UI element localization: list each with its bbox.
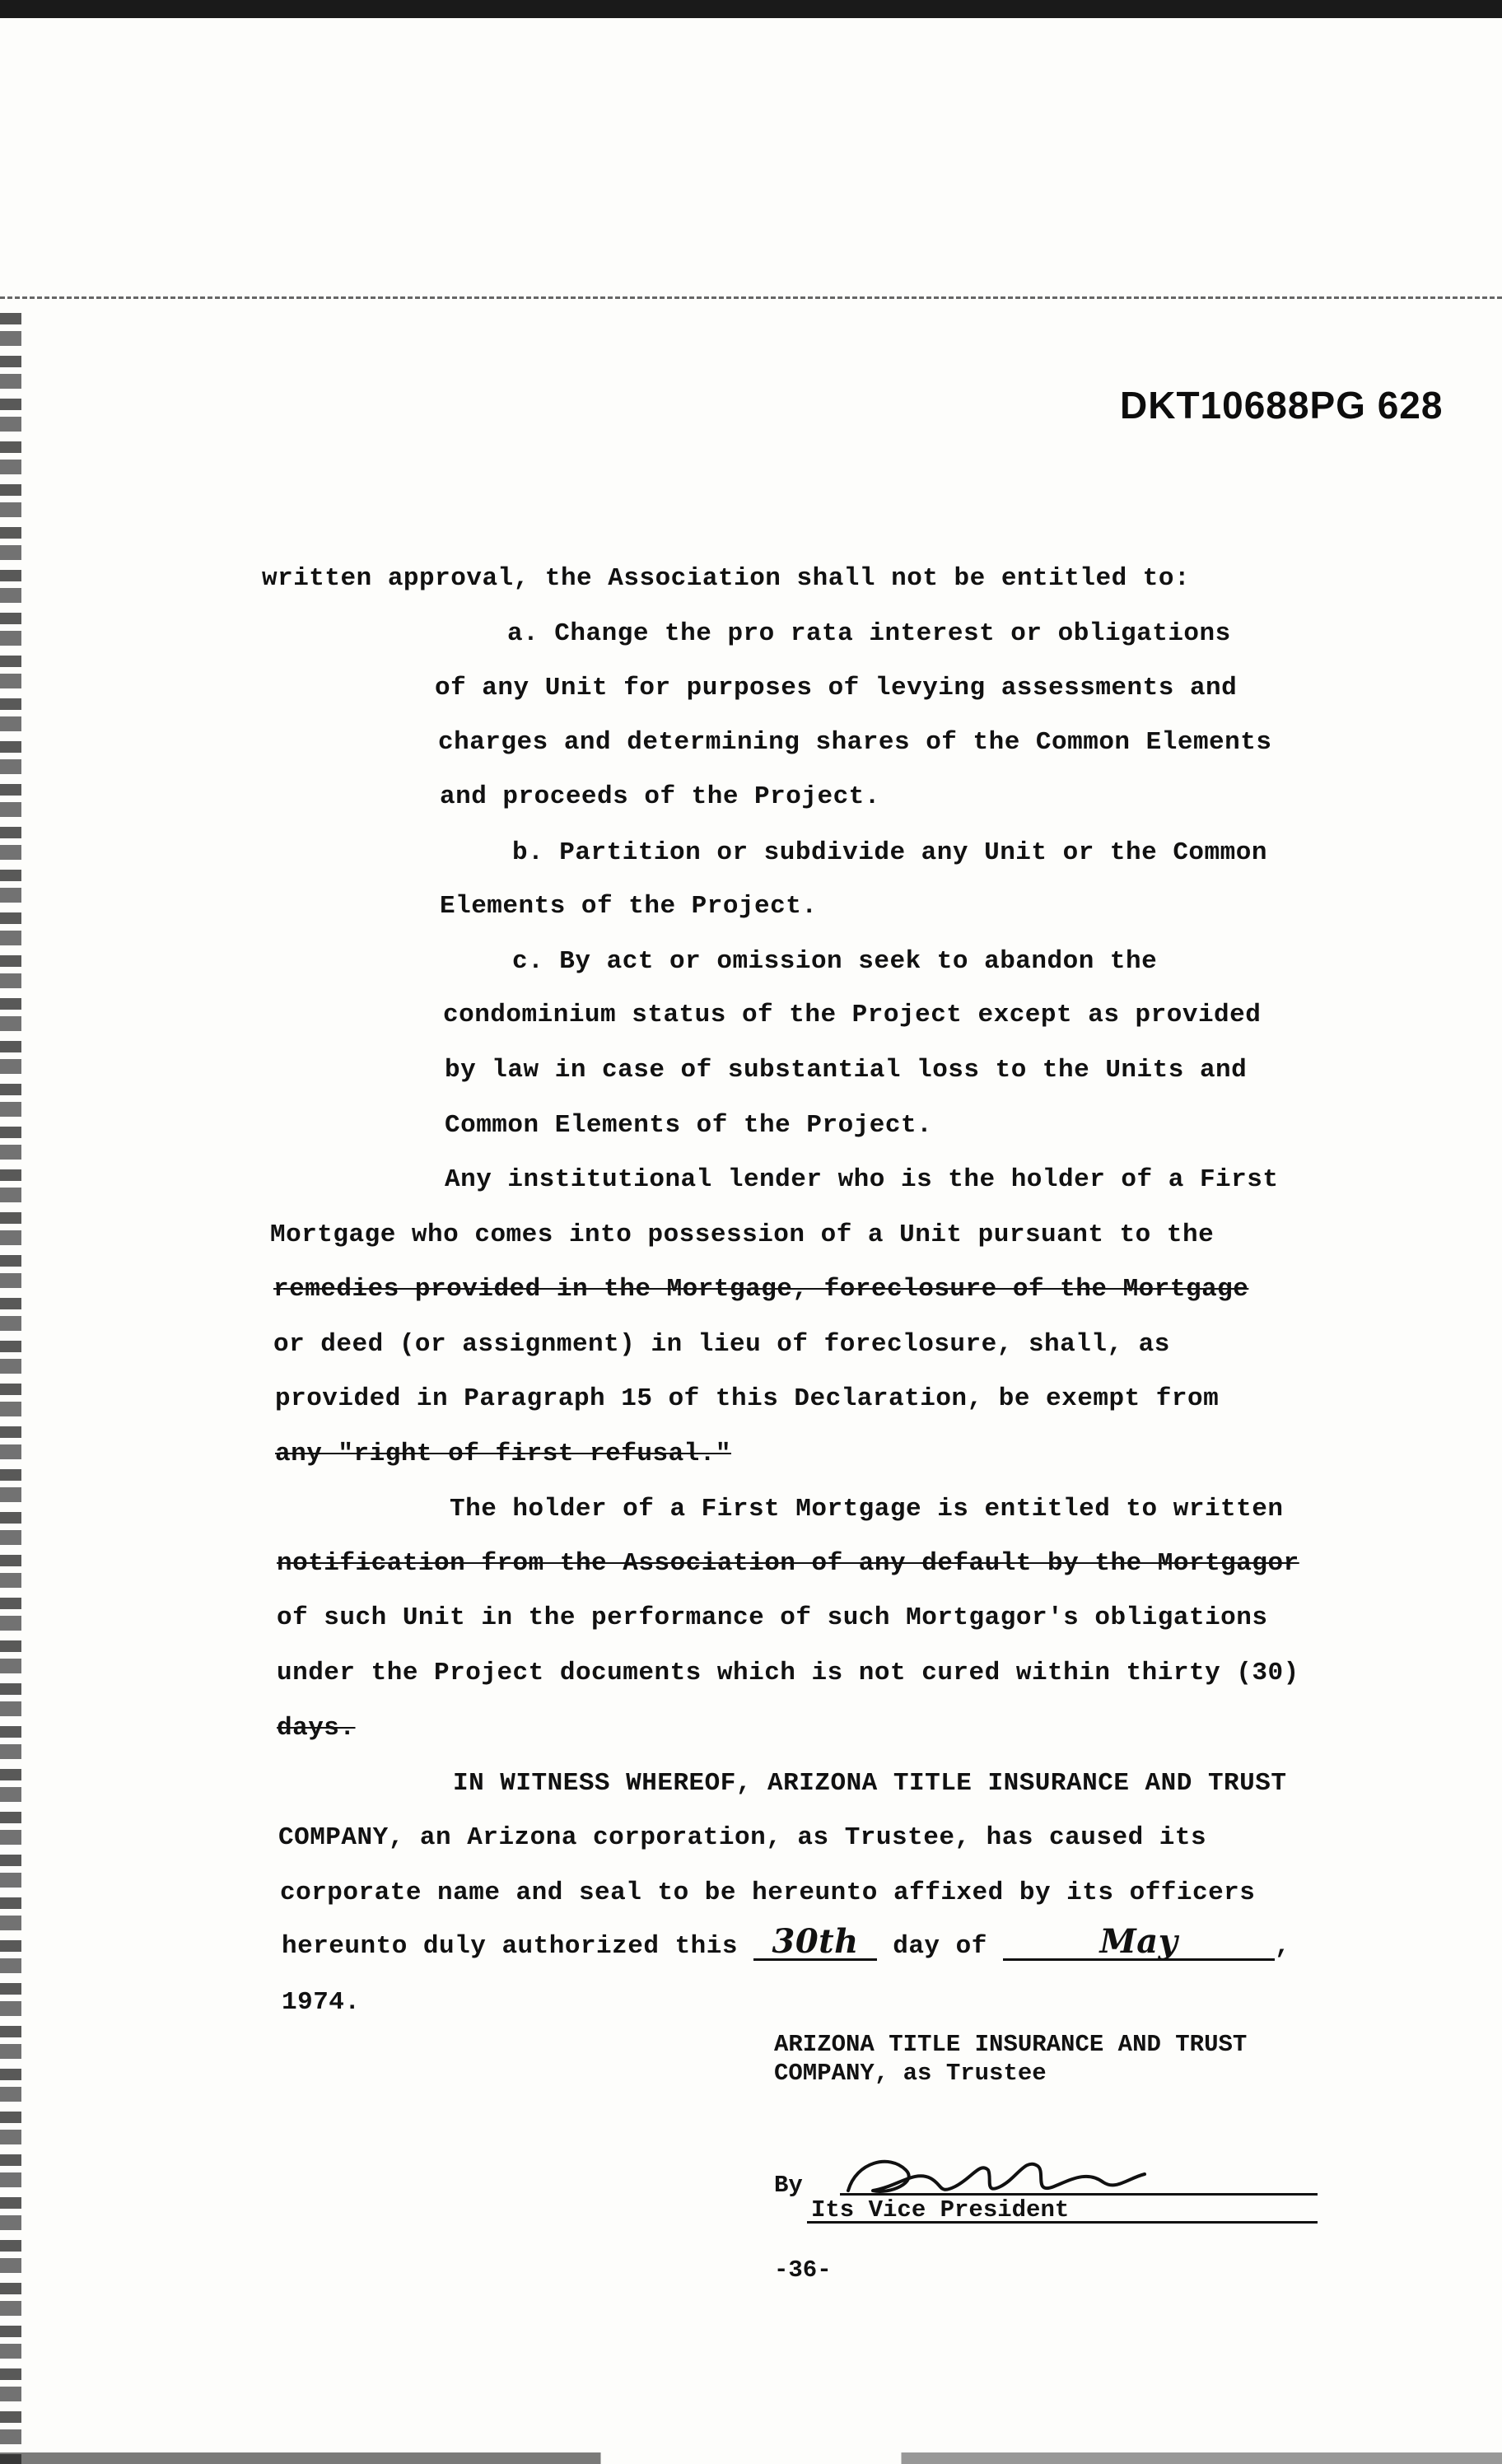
body-line: charges and determining shares of the Common Elements	[438, 728, 1272, 757]
clause-b-line: b. Partition or subdivide any Unit or the Common	[512, 838, 1267, 867]
dated-line-suffix: ,	[1274, 1932, 1291, 1961]
body-line: by law in case of substantial loss to the Units and	[445, 1056, 1248, 1085]
body-line: of such Unit in the performance of such Mortgagor's obligations	[277, 1603, 1268, 1632]
scan-top-edge	[0, 0, 1502, 18]
scan-bottom-edge	[0, 2452, 1502, 2464]
handwritten-month: May	[1003, 1925, 1275, 1961]
body-line: and proceeds of the Project.	[440, 782, 880, 811]
body-line: Common Elements of the Project.	[445, 1111, 933, 1140]
scan-left-edge	[0, 313, 21, 2464]
company-name-line-2: COMPANY, as Trustee	[774, 2060, 1047, 2087]
paragraph-start-line: Any institutional lender who is the holder of a First	[445, 1165, 1279, 1194]
body-line: COMPANY, an Arizona corporation, as Trustee, has caused its	[278, 1823, 1207, 1852]
dated-line-middle: day of	[893, 1932, 987, 1961]
body-line: written approval, the Association shall not be entitled to:	[262, 564, 1191, 593]
by-label: By	[774, 2172, 803, 2199]
paragraph-start-line: The holder of a First Mortgage is entitled to written	[450, 1495, 1284, 1524]
body-line: provided in Paragraph 15 of this Declaration, be exempt from	[275, 1384, 1220, 1413]
witness-line: IN WITNESS WHEREOF, ARIZONA TITLE INSURANCE AND TRUST	[453, 1769, 1287, 1798]
scan-noise-rule	[0, 296, 1502, 299]
company-name-line-1: ARIZONA TITLE INSURANCE AND TRUST	[774, 2031, 1248, 2058]
signer-title: Its Vice President	[811, 2196, 1070, 2224]
year-line: 1974.	[282, 1988, 361, 2017]
struck-body-line: any "right of first refusal."	[275, 1440, 731, 1468]
body-line: Mortgage who comes into possession of a Unit pursuant to the	[270, 1220, 1215, 1249]
dated-line-prefix: hereunto duly authorized this	[282, 1932, 738, 1961]
title-rule	[807, 2221, 1318, 2224]
dated-line	[282, 1922, 1291, 1961]
body-line: Elements of the Project.	[440, 892, 818, 921]
signature-rule	[840, 2193, 1318, 2196]
body-line: of any Unit for purposes of levying assessments and	[435, 674, 1238, 702]
struck-body-line: notification from the Association of any default by the Mortgagor	[277, 1549, 1299, 1578]
handwritten-day: 30th	[753, 1925, 877, 1961]
clause-c-line: c. By act or omission seek to abandon the	[512, 947, 1158, 976]
struck-body-line: remedies provided in the Mortgage, foreclosure of the Mortgage	[273, 1275, 1249, 1304]
page-number: -36-	[774, 2256, 832, 2284]
clause-a-line: a. Change the pro rata interest or obligations	[507, 619, 1231, 648]
body-line: corporate name and seal to be hereunto affixed by its officers	[280, 1878, 1256, 1907]
body-line: or deed (or assignment) in lieu of foreclosure, shall, as	[273, 1330, 1170, 1359]
recording-number: DKT10688PG 628	[1120, 384, 1444, 427]
body-line: under the Project documents which is not cured within thirty (30)	[277, 1659, 1299, 1687]
body-line: condominium status of the Project except as provided	[443, 1001, 1262, 1029]
struck-body-line: days.	[277, 1714, 356, 1743]
